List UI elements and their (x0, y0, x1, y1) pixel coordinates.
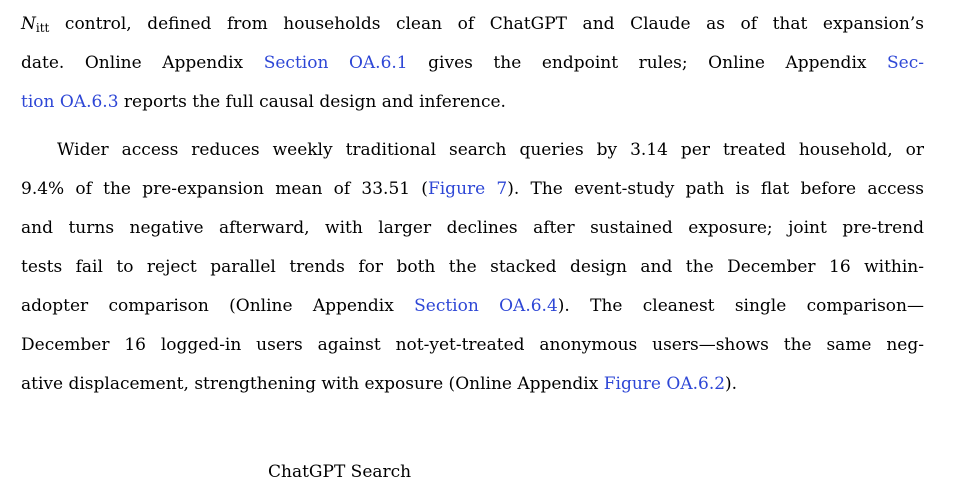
text-span: reports the full causal design and inference. (123, 92, 506, 112)
section-link[interactable]: tion OA.6.3 (21, 92, 119, 112)
text-span: 9.4% of the pre-expansion mean of 33.51 ( (21, 179, 428, 199)
text-span: December 16 logged-in users against not-yet-treated anonymous users—shows the same neg- (21, 335, 924, 355)
p2-line-3 (21, 217, 924, 239)
text-span: control, defined from households clean of ChatGPT and Claude as of that expansion’s (64, 14, 924, 34)
figure-link[interactable]: Figure OA.6.2 (603, 374, 726, 394)
text-span: tests fail to reject parallel trends for both the stacked design and the December 16 within- (21, 257, 924, 277)
figure-link[interactable]: Figure 7 (427, 179, 508, 199)
p2-line-4 (21, 256, 924, 278)
p1-line-2 (21, 52, 924, 74)
section-link[interactable]: Section OA.6.4 (414, 296, 558, 316)
text-span: date. Online Appendix (21, 53, 244, 73)
text-span: Wider access reduces weekly traditional search queries by 3.14 per treated household, or (57, 140, 924, 160)
text-span: and turns negative afterward, with larger declines after sustained exposure; joint pre-trend (21, 218, 924, 238)
clipped-text: ChatGPT Search (268, 462, 412, 480)
variable-n: N (21, 14, 36, 34)
p2-line-2 (21, 178, 924, 200)
text-span: adopter comparison (Online Appendix (21, 296, 394, 316)
text-span: ative displacement, strengthening with exposure (Online Appendix (21, 374, 599, 394)
p2-line-7 (21, 373, 737, 395)
text-span: gives the endpoint rules; Online Appendix (428, 53, 867, 73)
p1-line-3 (21, 91, 506, 113)
p2-line-5 (21, 295, 924, 317)
text-span: ). (725, 374, 738, 394)
p2-line-6 (21, 334, 924, 356)
section-link[interactable]: Sec- (887, 53, 925, 73)
p2-line-1 (57, 139, 924, 161)
text-span: ). The event-study path is flat before access (507, 179, 925, 199)
p1-line-1 (21, 13, 924, 39)
variable-subscript: itt (35, 21, 50, 35)
section-link[interactable]: Section OA.6.1 (263, 53, 408, 73)
text-span: ). The cleanest single comparison— (557, 296, 924, 316)
clipped-next-line (0, 461, 953, 480)
